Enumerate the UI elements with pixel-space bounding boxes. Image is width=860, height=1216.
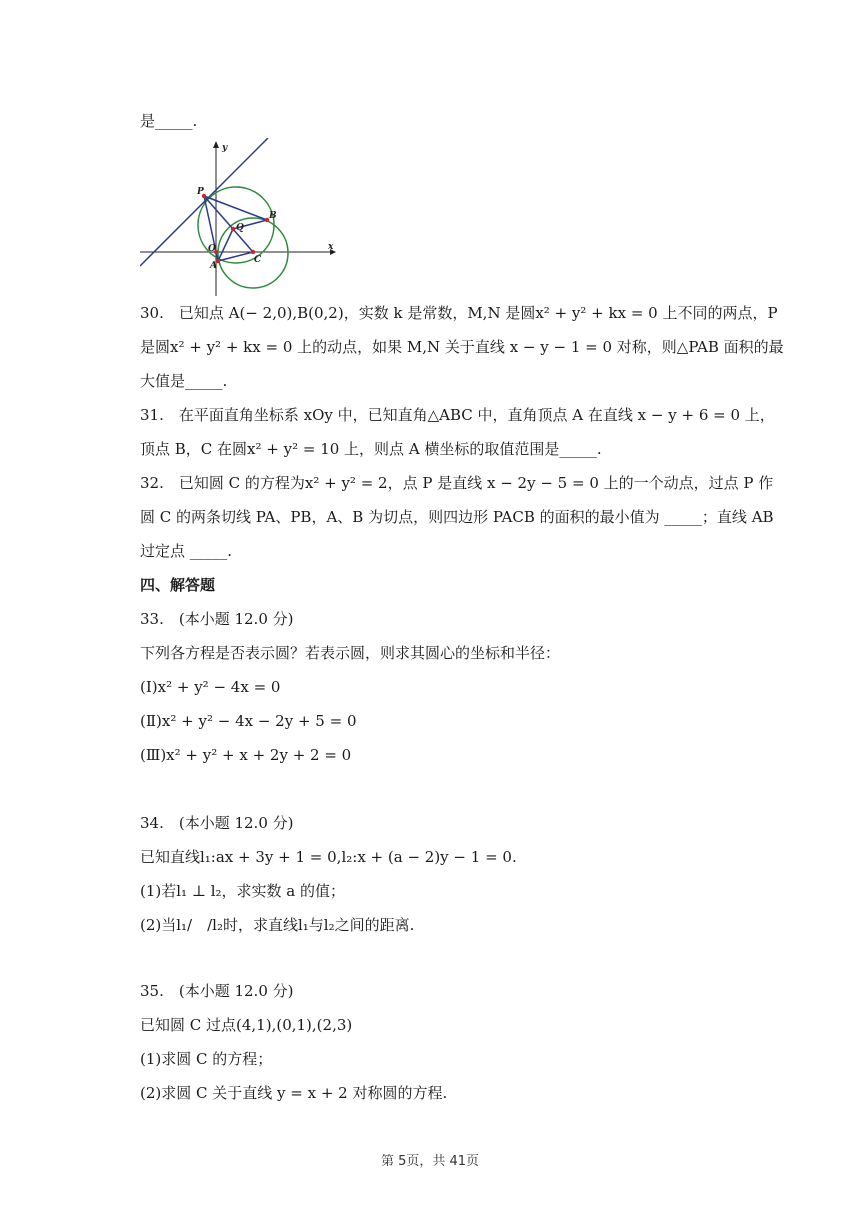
label-C: C [254,255,262,265]
q35-part2: (2)求圆 C 关于直线 y = x + 2 对称圆的方程. [140,1084,448,1102]
section-heading: 四、解答题 [140,576,216,594]
q32-line1: 32. 已知圆 C 的方程为x² + y² = 2，点 P 是直线 x − 2y − 5 = 0 上的一个动点，过点 P 作 [140,474,774,492]
q33-prompt: 下列各方程是否表示圆？若表示圆，则求其圆心的坐标和半径： [140,644,561,662]
segment-PB [204,196,267,220]
q31-line2: 顶点 B，C 在圆x² + y² = 10 上，则点 A 横坐标的取值范围是_____. [140,440,602,458]
q33-part2: (Ⅱ)x² + y² − 4x − 2y + 5 = 0 [140,712,357,730]
label-B: B [269,211,277,221]
point-C [251,250,255,254]
q30-line2: 是圆x² + y² + kx = 0 上的动点，如果 M,N 关于直线 x − y − 1 = 0 对称，则△PAB 面积的最 [140,338,784,356]
q32-line3: 过定点 _____. [140,542,233,560]
q30-line1: 30. 已知点 A(− 2,0),B(0,2)，实数 k 是常数，M,N 是圆x² + y² + kx = 0 上不同的两点，P [140,304,778,322]
point-Q [231,227,235,231]
q35-prompt: 已知圆 C 过点(4,1),(0,1),(2,3) [140,1016,353,1034]
q34-prompt: 已知直线l₁:ax + 3y + 1 = 0,l₂:x + (a − 2)y − 1 = 0. [140,848,517,866]
q33-heading: 33. (本小题 12.0 分) [140,610,294,628]
q30-line3: 大值是_____. [140,372,228,390]
segment-AC [218,252,253,261]
label-y: y [222,143,228,153]
page-footer: 第 5页，共 41页 [380,1154,480,1169]
segment-QA [218,229,233,261]
q34-heading: 34. (本小题 12.0 分) [140,814,294,832]
q35-part1: (1)求圆 C 的方程； [140,1050,273,1068]
q34-part1: (1)若l₁ ⊥ l₂，求实数 a 的值； [140,882,345,900]
y-axis-arrow [213,141,219,148]
label-A: A [210,261,217,271]
q33-part1: (Ⅰ)x² + y² − 4x = 0 [140,678,281,696]
q33-part3: (Ⅲ)x² + y² + x + 2y + 2 = 0 [140,746,352,764]
q31-line1: 31. 在平面直角坐标系 xOy 中，已知直角△ABC 中，直角顶点 A 在直线 x − y + 6 = 0 上， [140,406,775,424]
q34-part2: (2)当l₁/ /l₂时，求直线l₁与l₂之间的距离. [140,916,415,934]
label-x: x [328,242,334,252]
label-P: P [197,187,204,197]
label-O: O [208,244,216,254]
q35-heading: 35. (本小题 12.0 分) [140,982,294,1000]
q32-line2: 圆 C 的两条切线 PA、PB，A、B 为切点，则四边形 PACB 的面积的最小值为 _____；直线 AB [140,508,774,526]
line-prev-answer: 是_____. [140,112,198,130]
geometry-figure [140,138,340,298]
label-Q: Q [236,223,244,233]
